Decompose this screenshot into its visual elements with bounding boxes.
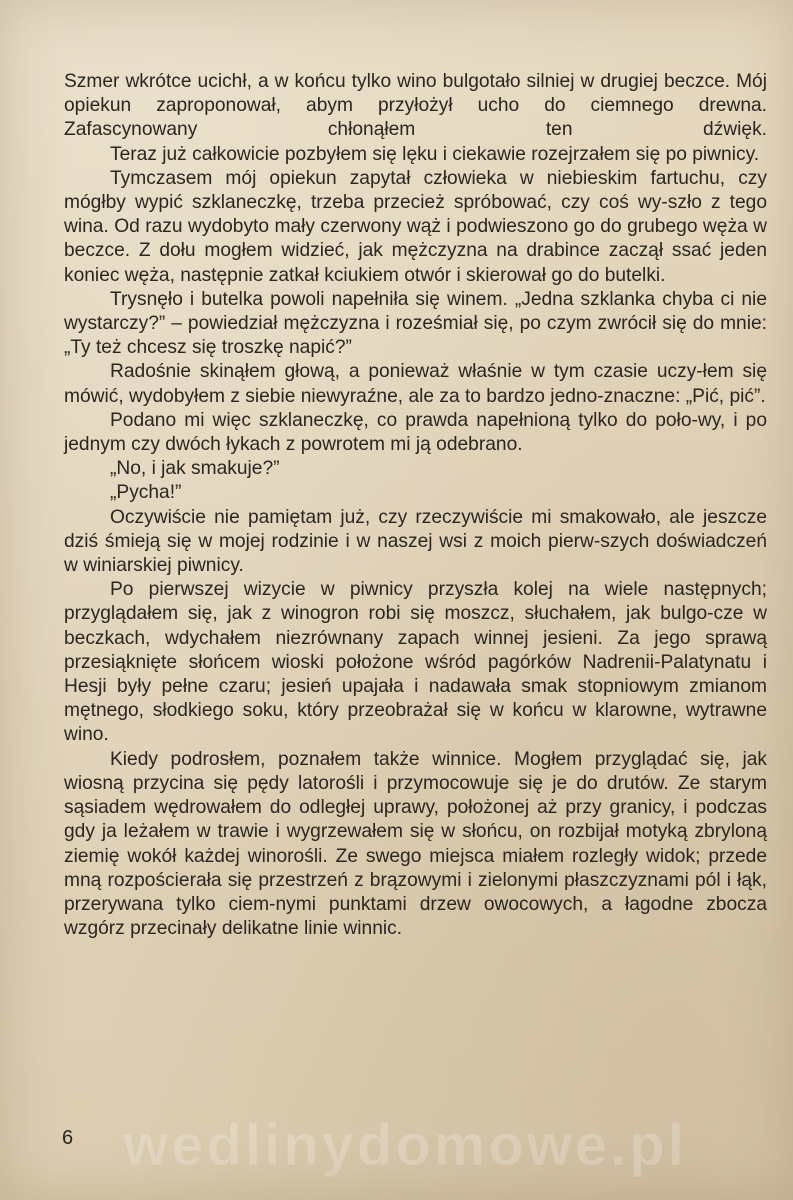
paragraph-10: Po pierwszej wizycie w piwnicy przyszła kolej na wiele następnych; przyglądałem się, jak z winogron robi się moszcz, słuchałem, jak bulgo-cze w beczkach, wdychałem niezrównany zapach winnej jesieni. Za jego sprawą przesiąknięte słońcem wioski położone wśród pagórków Nadrenii-Palatynatu i Hesji były pełne czaru; jesień upajała i nadawała smak stopniowym zmianom mętnego, słodkiego soku, który przeobrażał się w końcu w klarowne, wytrawne wino.: [64, 579, 767, 746]
paragraph-3: Tymczasem mój opiekun zapytał człowieka w niebieskim fartuchu, czy mógłby wypić szklaneczkę, trzeba przecież spróbować, czy coś wy-szło z tego wina. Od razu wydobyto mały czerwony wąż i podwieszono go do grubego węża w beczce. Z dołu mogłem widzieć, jak mężczyzna na drabince zaczął ssać jeden koniec węża, następnie zatkał kciukiem otwór i skierował go do butelki.: [64, 167, 767, 286]
body-text: [64, 70, 767, 941]
paragraph-6: Podano mi więc szklaneczkę, co prawda napełnioną tylko do poło-wy, i po jednym czy dwóch łykach z powrotem mi ją odebrano.: [64, 409, 767, 456]
paragraph-9: Oczywiście nie pamiętam już, czy rzeczywiście mi smakowało, ale jeszcze dziś śmieją się w mojej rodzinie i w naszej wsi z moich pierw-szych doświadczeń w winiarskiej piwnicy.: [64, 506, 767, 577]
paragraph-5: Radośnie skinąłem głową, a ponieważ właśnie w tym czasie uczy-łem się mówić, wydobyłem z siebie niewyraźne, ale za to bardzo jedno-znaczne: „Pić, pić”.: [64, 361, 767, 407]
paragraph-11: Kiedy podrosłem, poznałem także winnice. Mogłem przyglądać się, jak wiosną przycina się pędy latorośli i przymocowuje się je do drutów. Ze starym sąsiadem wędrowałem do odległej uprawy, położonej aż przy granicy, i podczas gdy ja leżałem w trawie i wygrzewałem się w słońcu, on rozbijał motyką zbryloną ziemię wokół każdej winorośli. Ze swego miejsca miałem rozległy widok; przede mną rozpościerała się przestrzeń z brązowymi i zielonymi płaszczyznami pól i łąk, przerywana tylko ciem-nymi punktami drzew owocowych, a łagodne zbocza wzgórz przecinały delikatne linie winnic.: [64, 748, 767, 940]
paragraph-1: Szmer wkrótce ucichł, a w końcu tylko wino bulgotało silniej w drugiej beczce. Mój opiekun zaproponował, abym przyłożył ucho do ciemnego drewna. Zafascynowany chłonąłem ten dźwięk.: [64, 71, 767, 141]
paragraph-8: „Pycha!”: [110, 482, 182, 504]
paragraph-4: Trysnęło i butelka powoli napełniła się winem. „Jedna szklanka chyba ci nie wystarczy?” – powiedział mężczyzna i roześmiał się, po czym zwrócił się do mnie: „Ty też chcesz się troszkę napić?”: [64, 288, 767, 359]
watermark: wedlinydomowe.pl: [123, 1113, 687, 1178]
page-number: 6: [62, 1127, 74, 1149]
paragraph-2: Teraz już całkowicie pozbyłem się lęku i ciekawie rozejrzałem się po piwnicy.: [110, 143, 760, 165]
paragraph-7: „No, i jak smakuje?”: [110, 458, 280, 480]
